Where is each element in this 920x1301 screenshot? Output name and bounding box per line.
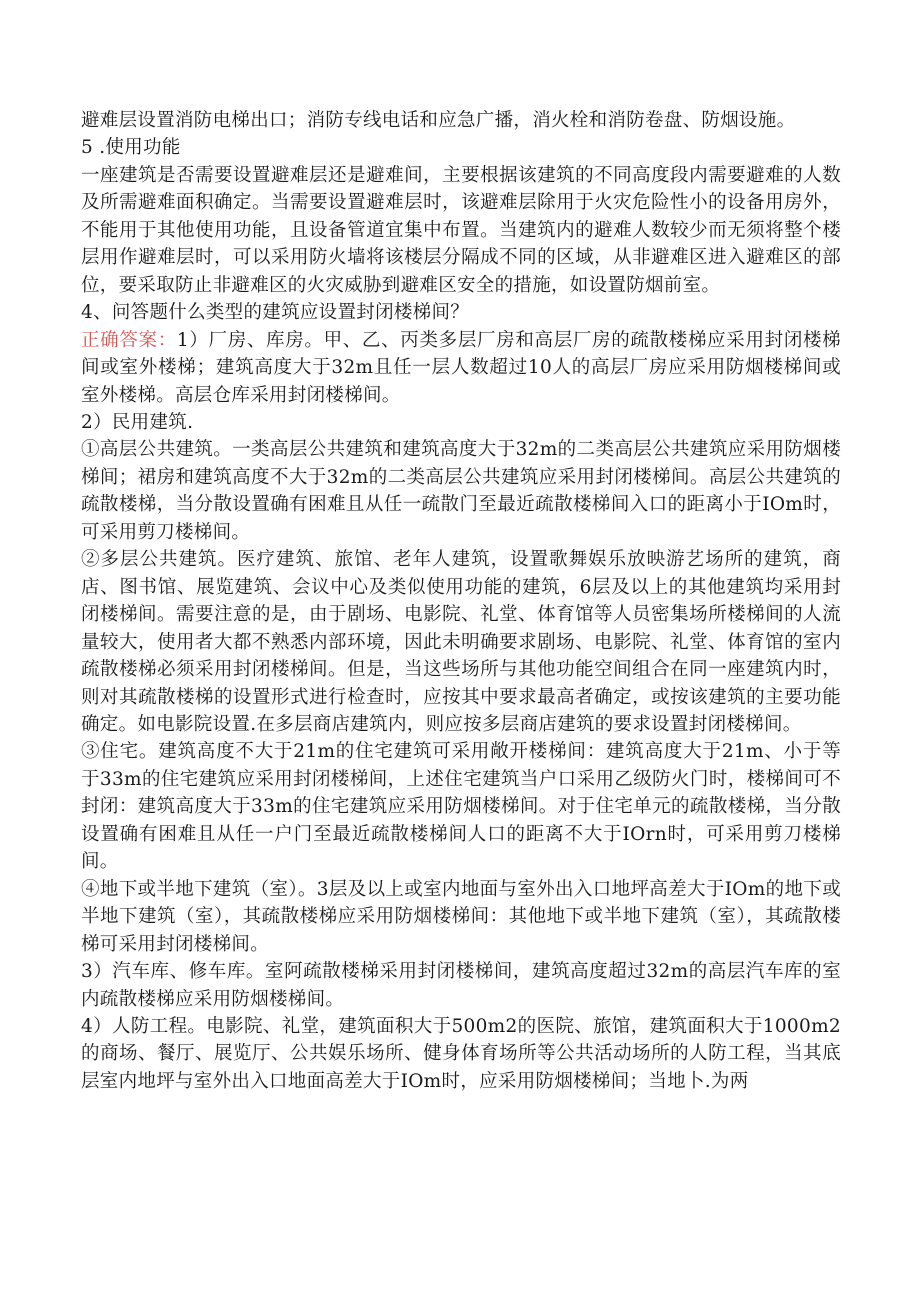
paragraph-garage: 3）汽车库、修车库。室阿疏散楼梯采用封闭楼梯间，建筑高度超过32m的高层汽车库的室内疏散楼梯应采用防烟楼梯间。 <box>81 961 841 1010</box>
answer-label: 正确答案： <box>81 329 177 351</box>
section-heading-usage-function: 5 .使用功能 <box>81 137 181 159</box>
paragraph-underground: ④地下或半地下建筑（室）。3层及以上或室内地面与室外出入口地坪高差大于IOm的地下或半地下建筑（室），其疏散楼梯应采用防烟楼梯间：其他地下或半地下建筑（室），其疏散楼梯可采用封闭楼梯间。 <box>81 878 841 955</box>
paragraph-refuge-floor-usage: 一座建筑是否需要设置避难层还是避难间，主要根据该建筑的不同高度段内需要避难的人数及所需避难面积确定。当需要设置避难层时，该避难层除用于火灾危险性小的设备用房外，不能用于其他使用功能，且设备管道宜集中布置。当建筑内的避难人数较少而无须将整个楼层用作避难层时，可以采用防火墙将该楼层分隔成不同的区域，从非避难区进入避难区的部位，要采取防止非避难区的火灾威胁到避难区安全的措施，如设置防烟前室。 <box>81 164 841 296</box>
paragraph-civil-defense: 4）人防工程。电影院、礼堂，建筑面积大于500m2的医院、旅馆，建筑面积大于1000m2的商场、餐厅、展览厅、公共娱乐场所、健身体育场所等公共活动场所的人防工程，当其底层室内地坪与室外出入口地面高差大于IOm时，应采用防烟楼梯间；当地卜.为两 <box>81 1015 841 1092</box>
document-page <box>81 107 841 1095</box>
paragraph-high-rise-public: ①高层公共建筑。一类高层公共建筑和建筑高度大于32m的二类高层公共建筑应采用防烟楼梯间；裙房和建筑高度不大于32m的二类高层公共建筑应采用封闭楼梯间。高层公共建筑的疏散楼梯，当分散设置确有困难且从任一疏散门至最近疏散楼梯间入口的距离小于IOm时，可采用剪刀楼梯间。 <box>81 439 841 543</box>
paragraph-refuge-floor-facilities: 避难层设置消防电梯出口；消防专线电话和应急广播，消火栓和消防卷盘、防烟设施。 <box>81 110 796 131</box>
answer-paragraph <box>81 327 841 409</box>
paragraph-residential: ③住宅。建筑高度不大于21m的住宅建筑可采用敞开楼梯间：建筑高度大于21m、小于等于33m的住宅建筑应采用封闭楼梯间，上述住宅建筑当户口采用乙级防火门时，楼梯间可不封闭：建筑高度大于33m的住宅建筑应采用防烟楼梯间。对于住宅单元的疏散楼梯，当分散设置确有困难且从任一户门至最近疏散楼梯间人口的距离不大于IOrn时，可采用剪刀楼梯间。 <box>81 741 841 873</box>
paragraph-civil-buildings: 2）民用建筑. <box>81 411 194 433</box>
question-heading: 4、问答题什么类型的建筑应设置封闭楼梯间？ <box>81 302 470 324</box>
answer-text: 1）厂房、库房。甲、乙、丙类多层厂房和高层厂房的疏散楼梯应采用封闭楼梯间或室外楼梯；建筑高度大于32m且任一层人数超过10人的高层厂房应采用防烟楼梯间或室外楼梯。高层仓库采用封闭楼梯间。 <box>81 329 841 406</box>
paragraph-multi-storey-public: ②多层公共建筑。医疗建筑、旅馆、老年人建筑，设置歌舞娱乐放映游艺场所的建筑，商店、图书馆、展览建筑、会议中心及类似使用功能的建筑，6层及以上的其他建筑均采用封闭楼梯间。需要注意的是，由于剧场、电影院、礼堂、体育馆等人员密集场所楼梯间的人流量较大，使用者大都不熟悉内部环境，因此未明确要求剧场、电影院、礼堂、体育馆的室内疏散楼梯必须采用封闭楼梯间。但是，当这些场所与其他功能空间组合在同一座建筑内时，则对其疏散楼梯的设置形式进行检查时，应按其中要求最高者确定，或按该建筑的主要功能确定。如电影院设置.在多层商店建筑内，则应按多层商店建筑的要求设置封闭楼梯间。 <box>81 549 841 735</box>
